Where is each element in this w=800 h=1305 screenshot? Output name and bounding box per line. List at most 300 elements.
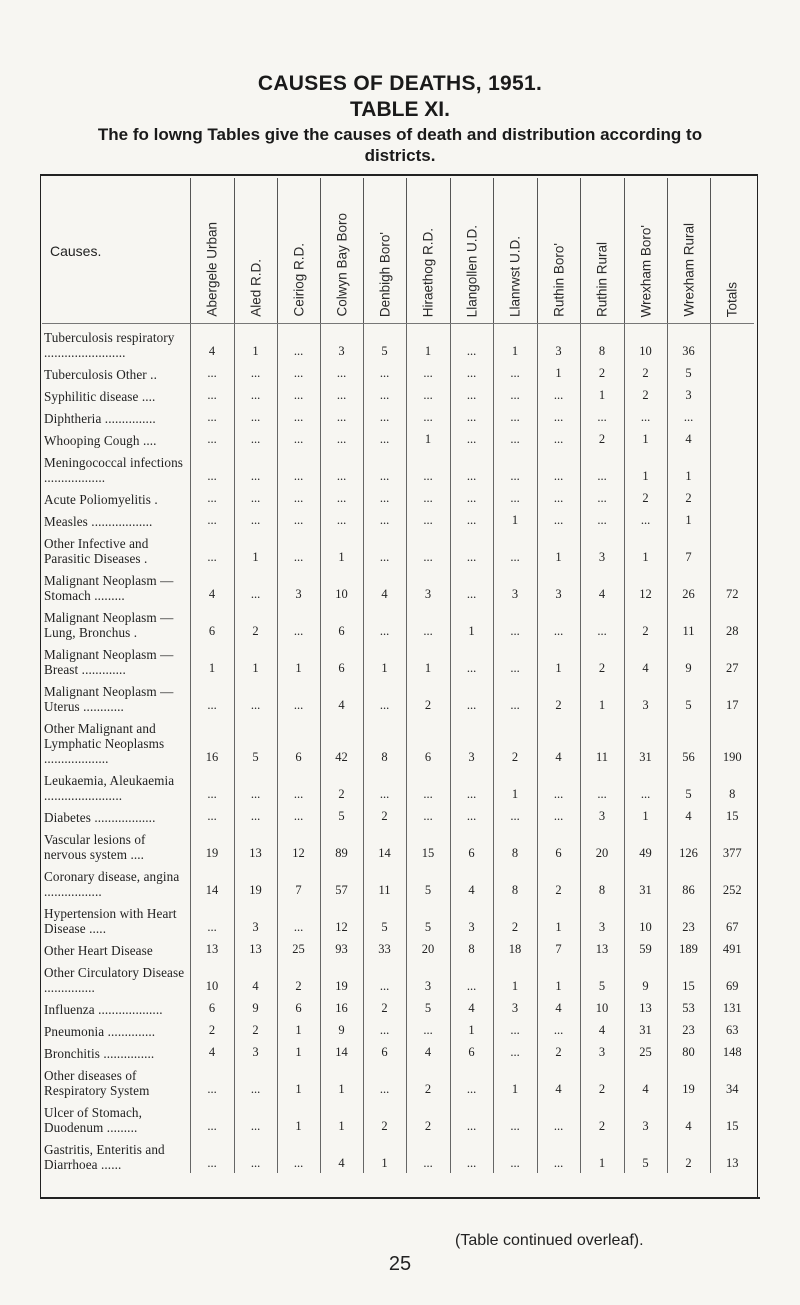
count-cell: 6 <box>406 715 450 767</box>
count-cell: 5 <box>363 324 406 362</box>
count-cell: ... <box>277 508 320 530</box>
count-cell: 1 <box>667 508 710 530</box>
count-cell: 23 <box>667 1018 710 1040</box>
district-name: Llanrwst U.D. <box>507 235 523 317</box>
count-cell: 16 <box>190 715 234 767</box>
count-cell: ... <box>493 383 537 405</box>
district-column-header <box>234 178 277 324</box>
count-cell: 49 <box>624 826 667 863</box>
count-cell: 2 <box>624 604 667 641</box>
count-cell: 5 <box>667 767 710 804</box>
count-cell: ... <box>537 486 580 508</box>
district-name: Llangollen U.D. <box>464 224 479 317</box>
count-cell: ... <box>624 508 667 530</box>
count-cell: 10 <box>624 900 667 937</box>
count-cell: 19 <box>234 863 277 900</box>
count-cell: 8 <box>363 715 406 767</box>
count-cell: ... <box>450 641 493 678</box>
count-cell: 2 <box>234 1018 277 1040</box>
count-cell: 25 <box>277 937 320 959</box>
cause-label: Pneumonia .............. <box>42 1018 190 1040</box>
count-cell: ... <box>493 1018 537 1040</box>
count-cell: 4 <box>190 324 234 362</box>
count-cell: ... <box>277 1136 320 1173</box>
count-cell: ... <box>450 1062 493 1099</box>
count-cell: 13 <box>234 937 277 959</box>
count-cell: ... <box>450 767 493 804</box>
count-cell: 3 <box>537 324 580 362</box>
cause-label: Meningococcal infections .................. <box>42 449 190 486</box>
count-cell: 2 <box>537 678 580 715</box>
count-cell: 148 <box>722 1045 742 1059</box>
count-cell: 1 <box>537 530 580 567</box>
count-cell: 2 <box>190 1018 234 1040</box>
cause-label: Malignant Neoplasm —Breast ............. <box>42 641 190 678</box>
count-cell: 3 <box>580 804 624 826</box>
count-cell: ... <box>277 604 320 641</box>
count-cell: 1 <box>234 641 277 678</box>
count-cell: ... <box>190 1062 234 1099</box>
count-cell: 16 <box>320 996 363 1018</box>
count-cell: 1 <box>450 604 493 641</box>
count-cell: ... <box>406 767 450 804</box>
count-cell: 1 <box>320 530 363 567</box>
count-cell: ... <box>234 383 277 405</box>
count-cell: 1 <box>320 1062 363 1099</box>
count-cell: 42 <box>320 715 363 767</box>
count-cell: ... <box>493 804 537 826</box>
count-cell: 8 <box>729 787 736 801</box>
count-cell: 3 <box>277 567 320 604</box>
count-cell: 6 <box>190 604 234 641</box>
count-cell: 1 <box>580 678 624 715</box>
table-row <box>42 567 754 604</box>
district-column-header <box>537 178 580 324</box>
count-cell: ... <box>406 405 450 427</box>
count-cell: ... <box>277 767 320 804</box>
count-cell: 2 <box>406 678 450 715</box>
count-cell: ... <box>277 804 320 826</box>
count-cell: ... <box>537 427 580 449</box>
count-cell: ... <box>580 486 624 508</box>
table-row <box>42 427 754 449</box>
count-cell: ... <box>493 449 537 486</box>
count-cell: ... <box>493 486 537 508</box>
count-cell <box>710 449 754 486</box>
table-row <box>42 641 754 678</box>
count-cell: 8 <box>493 863 537 900</box>
count-cell: 3 <box>320 324 363 362</box>
count-cell: ... <box>363 405 406 427</box>
count-cell: ... <box>190 1099 234 1136</box>
count-cell: 7 <box>667 530 710 567</box>
count-cell: ... <box>493 1099 537 1136</box>
count-cell: ... <box>580 449 624 486</box>
count-cell: ... <box>320 383 363 405</box>
count-cell: 1 <box>234 324 277 362</box>
count-cell: 3 <box>624 1099 667 1136</box>
count-cell: 11 <box>363 863 406 900</box>
count-cell: 1 <box>190 641 234 678</box>
count-cell: 3 <box>667 383 710 405</box>
count-cell: ... <box>277 361 320 383</box>
count-cell: 6 <box>320 604 363 641</box>
count-cell: 10 <box>190 959 234 996</box>
count-cell: 1 <box>406 324 450 362</box>
count-cell: 27 <box>726 661 739 675</box>
count-cell: 36 <box>667 324 710 362</box>
count-cell: ... <box>450 449 493 486</box>
cause-label: Influenza ................... <box>42 996 190 1018</box>
count-cell: 9 <box>234 996 277 1018</box>
count-cell: 31 <box>624 863 667 900</box>
count-cell: ... <box>277 383 320 405</box>
count-cell: ... <box>363 604 406 641</box>
count-cell: ... <box>406 449 450 486</box>
district-name: Wrexham Boro' <box>638 224 653 317</box>
causes-column-header: Causes. <box>42 178 190 324</box>
count-cell: ... <box>363 486 406 508</box>
district-column-header <box>580 178 624 324</box>
count-cell: 1 <box>277 1018 320 1040</box>
cause-label: Other Heart Disease <box>42 937 190 959</box>
table-row <box>42 530 754 567</box>
count-cell: 72 <box>726 587 739 601</box>
count-cell: ... <box>363 767 406 804</box>
count-cell: 13 <box>580 937 624 959</box>
count-cell: 8 <box>493 826 537 863</box>
count-cell: 5 <box>234 715 277 767</box>
count-cell: 10 <box>624 324 667 362</box>
count-cell: 1 <box>624 449 667 486</box>
count-cell: 1 <box>277 1040 320 1062</box>
count-cell: ... <box>406 383 450 405</box>
count-cell: 13 <box>234 826 277 863</box>
district-column-header <box>493 178 537 324</box>
table-row <box>42 826 754 863</box>
count-cell: 15 <box>726 1119 739 1133</box>
count-cell: 377 <box>722 846 742 860</box>
count-cell: 15 <box>406 826 450 863</box>
count-cell: 10 <box>580 996 624 1018</box>
count-cell <box>710 324 754 362</box>
count-cell <box>710 427 754 449</box>
left-rule <box>40 174 41 1198</box>
count-cell: ... <box>493 1040 537 1062</box>
table-row <box>42 1040 754 1062</box>
count-cell: 8 <box>580 324 624 362</box>
count-cell: 1 <box>320 1099 363 1136</box>
top-rule <box>40 174 758 176</box>
count-cell: 9 <box>320 1018 363 1040</box>
count-cell: 2 <box>537 1040 580 1062</box>
count-cell: 2 <box>363 804 406 826</box>
count-cell: 86 <box>667 863 710 900</box>
count-cell: ... <box>234 405 277 427</box>
count-cell: ... <box>406 1136 450 1173</box>
count-cell: ... <box>277 900 320 937</box>
count-cell: 1 <box>277 641 320 678</box>
count-cell: 23 <box>667 900 710 937</box>
count-cell: 5 <box>580 959 624 996</box>
count-cell: 2 <box>234 604 277 641</box>
count-cell: 3 <box>450 900 493 937</box>
count-cell: 4 <box>537 715 580 767</box>
cause-label: Leukaemia, Aleukaemia ....................... <box>42 767 190 804</box>
count-cell: ... <box>363 449 406 486</box>
count-cell: ... <box>450 959 493 996</box>
count-cell: 3 <box>234 900 277 937</box>
count-cell: 63 <box>726 1023 739 1037</box>
bottom-rule <box>40 1197 760 1199</box>
count-cell: 14 <box>320 1040 363 1062</box>
count-cell: 4 <box>406 1040 450 1062</box>
count-cell: 1 <box>667 449 710 486</box>
count-cell: ... <box>406 486 450 508</box>
count-cell: ... <box>580 405 624 427</box>
count-cell: 2 <box>363 996 406 1018</box>
count-cell: ... <box>234 449 277 486</box>
count-cell: 6 <box>320 641 363 678</box>
count-cell <box>710 361 754 383</box>
count-cell: 5 <box>406 900 450 937</box>
count-cell: ... <box>320 449 363 486</box>
count-cell: ... <box>190 405 234 427</box>
count-cell: ... <box>234 678 277 715</box>
district-name: Ceiriog R.D. <box>291 243 306 317</box>
cause-label: Diabetes .................. <box>42 804 190 826</box>
count-cell: 4 <box>234 959 277 996</box>
count-cell: ... <box>190 486 234 508</box>
count-cell: 59 <box>624 937 667 959</box>
count-cell: 1 <box>537 900 580 937</box>
count-cell: 31 <box>624 715 667 767</box>
count-cell: 190 <box>722 750 742 764</box>
count-cell: 19 <box>667 1062 710 1099</box>
count-cell: 3 <box>493 996 537 1018</box>
count-cell: ... <box>406 804 450 826</box>
count-cell: ... <box>363 427 406 449</box>
count-cell: ... <box>234 1099 277 1136</box>
count-cell: 13 <box>190 937 234 959</box>
count-cell: 4 <box>363 567 406 604</box>
count-cell: 2 <box>580 1099 624 1136</box>
district-column-header <box>667 178 710 324</box>
count-cell: 2 <box>624 361 667 383</box>
count-cell: ... <box>624 405 667 427</box>
count-cell: ... <box>450 678 493 715</box>
count-cell: 1 <box>537 641 580 678</box>
count-cell: 26 <box>667 567 710 604</box>
count-cell: 25 <box>624 1040 667 1062</box>
count-cell: ... <box>234 567 277 604</box>
count-cell <box>710 405 754 427</box>
count-cell: ... <box>190 767 234 804</box>
count-cell: 67 <box>726 920 739 934</box>
count-cell: 6 <box>450 826 493 863</box>
count-cell: 5 <box>363 900 406 937</box>
table-row <box>42 508 754 530</box>
district-name: Aled R.D. <box>248 259 263 317</box>
table-row <box>42 383 754 405</box>
count-cell: ... <box>234 427 277 449</box>
count-cell: ... <box>234 1136 277 1173</box>
count-cell: ... <box>537 383 580 405</box>
count-cell: ... <box>450 530 493 567</box>
count-cell: 2 <box>580 361 624 383</box>
district-name: Colwyn Bay Boro <box>334 213 349 317</box>
count-cell: ... <box>363 508 406 530</box>
count-cell: 2 <box>580 427 624 449</box>
cause-label: Ulcer of Stomach, Duodenum ......... <box>42 1099 190 1136</box>
table-row <box>42 937 754 959</box>
count-cell: 4 <box>667 1099 710 1136</box>
count-cell: ... <box>667 405 710 427</box>
count-cell: 189 <box>667 937 710 959</box>
count-cell: 1 <box>277 1062 320 1099</box>
count-cell: 34 <box>726 1082 739 1096</box>
count-cell: 3 <box>580 900 624 937</box>
count-cell: 1 <box>624 427 667 449</box>
header-row <box>42 178 754 324</box>
count-cell: ... <box>493 678 537 715</box>
cause-label: Coronary disease, angina ................. <box>42 863 190 900</box>
count-cell: ... <box>450 361 493 383</box>
count-cell: 6 <box>277 996 320 1018</box>
count-cell: 1 <box>580 383 624 405</box>
count-cell: ... <box>190 508 234 530</box>
district-column-header <box>406 178 450 324</box>
count-cell: 7 <box>277 863 320 900</box>
count-cell: 4 <box>667 427 710 449</box>
count-cell: 15 <box>726 809 739 823</box>
count-cell: 1 <box>406 641 450 678</box>
count-cell: ... <box>493 604 537 641</box>
count-cell: 3 <box>580 1040 624 1062</box>
count-cell: 8 <box>450 937 493 959</box>
count-cell: ... <box>320 508 363 530</box>
count-cell: ... <box>190 804 234 826</box>
count-cell: ... <box>234 767 277 804</box>
count-cell: ... <box>320 361 363 383</box>
count-cell: ... <box>363 383 406 405</box>
count-cell: 12 <box>624 567 667 604</box>
count-cell: ... <box>493 641 537 678</box>
district-name: Ruthin Boro' <box>551 243 566 317</box>
table-body <box>42 324 754 1174</box>
count-cell: ... <box>277 405 320 427</box>
count-cell: 131 <box>722 1001 742 1015</box>
district-column-header <box>277 178 320 324</box>
count-cell: 3 <box>406 567 450 604</box>
count-cell: 5 <box>667 678 710 715</box>
table-row <box>42 767 754 804</box>
count-cell: 1 <box>450 1018 493 1040</box>
district-name: Totals <box>724 281 740 317</box>
count-cell: ... <box>450 1136 493 1173</box>
count-cell: 9 <box>667 641 710 678</box>
count-cell: 1 <box>624 530 667 567</box>
count-cell: 1 <box>537 959 580 996</box>
count-cell: ... <box>450 405 493 427</box>
count-cell: ... <box>493 361 537 383</box>
count-cell: 5 <box>667 361 710 383</box>
count-cell: ... <box>363 530 406 567</box>
count-cell: 18 <box>493 937 537 959</box>
count-cell: 7 <box>537 937 580 959</box>
count-cell: 57 <box>320 863 363 900</box>
count-cell: 1 <box>493 1062 537 1099</box>
count-cell: ... <box>537 1018 580 1040</box>
table-label: TABLE XI. <box>350 98 450 121</box>
table-row <box>42 486 754 508</box>
cause-label: Other Infective and Parasitic Diseases . <box>42 530 190 567</box>
count-cell: 56 <box>667 715 710 767</box>
count-cell: ... <box>234 508 277 530</box>
count-cell: 8 <box>580 863 624 900</box>
count-cell: ... <box>406 361 450 383</box>
count-cell: ... <box>277 530 320 567</box>
count-cell: ... <box>580 767 624 804</box>
table-row <box>42 959 754 996</box>
cause-label: Tuberculosis respiratory ........................ <box>42 324 190 362</box>
count-cell: 4 <box>537 1062 580 1099</box>
count-cell: 4 <box>320 678 363 715</box>
count-cell <box>710 530 754 567</box>
count-cell: ... <box>363 959 406 996</box>
count-cell: ... <box>537 405 580 427</box>
count-cell: 13 <box>726 1156 739 1170</box>
count-cell: ... <box>537 1136 580 1173</box>
count-cell: 4 <box>537 996 580 1018</box>
count-cell: 11 <box>580 715 624 767</box>
table-row <box>42 1018 754 1040</box>
count-cell: 1 <box>277 1099 320 1136</box>
count-cell: ... <box>363 361 406 383</box>
count-cell: 9 <box>624 959 667 996</box>
cause-label: Malignant Neoplasm —Uterus ............ <box>42 678 190 715</box>
table-row <box>42 405 754 427</box>
district-column-header <box>190 178 234 324</box>
count-cell: 10 <box>320 567 363 604</box>
count-cell: 5 <box>624 1136 667 1173</box>
count-cell: ... <box>493 405 537 427</box>
count-cell: ... <box>450 1099 493 1136</box>
cause-label: Vascular lesions of nervous system .... <box>42 826 190 863</box>
count-cell: 15 <box>667 959 710 996</box>
count-cell: 19 <box>320 959 363 996</box>
count-cell: ... <box>450 486 493 508</box>
count-cell: 28 <box>726 624 739 638</box>
cause-label: Gastritis, Enteritis and Diarrhoea ...... <box>42 1136 190 1173</box>
count-cell: 33 <box>363 937 406 959</box>
count-cell: 4 <box>580 567 624 604</box>
count-cell: 6 <box>450 1040 493 1062</box>
count-cell: ... <box>624 767 667 804</box>
count-cell: ... <box>234 361 277 383</box>
count-cell: 3 <box>624 678 667 715</box>
page-title: CAUSES OF DEATHS, 1951. <box>257 72 543 95</box>
count-cell: 491 <box>722 942 742 956</box>
cause-label: Measles .................. <box>42 508 190 530</box>
count-cell <box>710 508 754 530</box>
count-cell: 13 <box>624 996 667 1018</box>
cause-label: Bronchitis ............... <box>42 1040 190 1062</box>
count-cell: 4 <box>190 1040 234 1062</box>
continued-note: (Table continued overleaf). <box>455 1232 644 1249</box>
count-cell: 1 <box>493 767 537 804</box>
count-cell: 12 <box>277 826 320 863</box>
